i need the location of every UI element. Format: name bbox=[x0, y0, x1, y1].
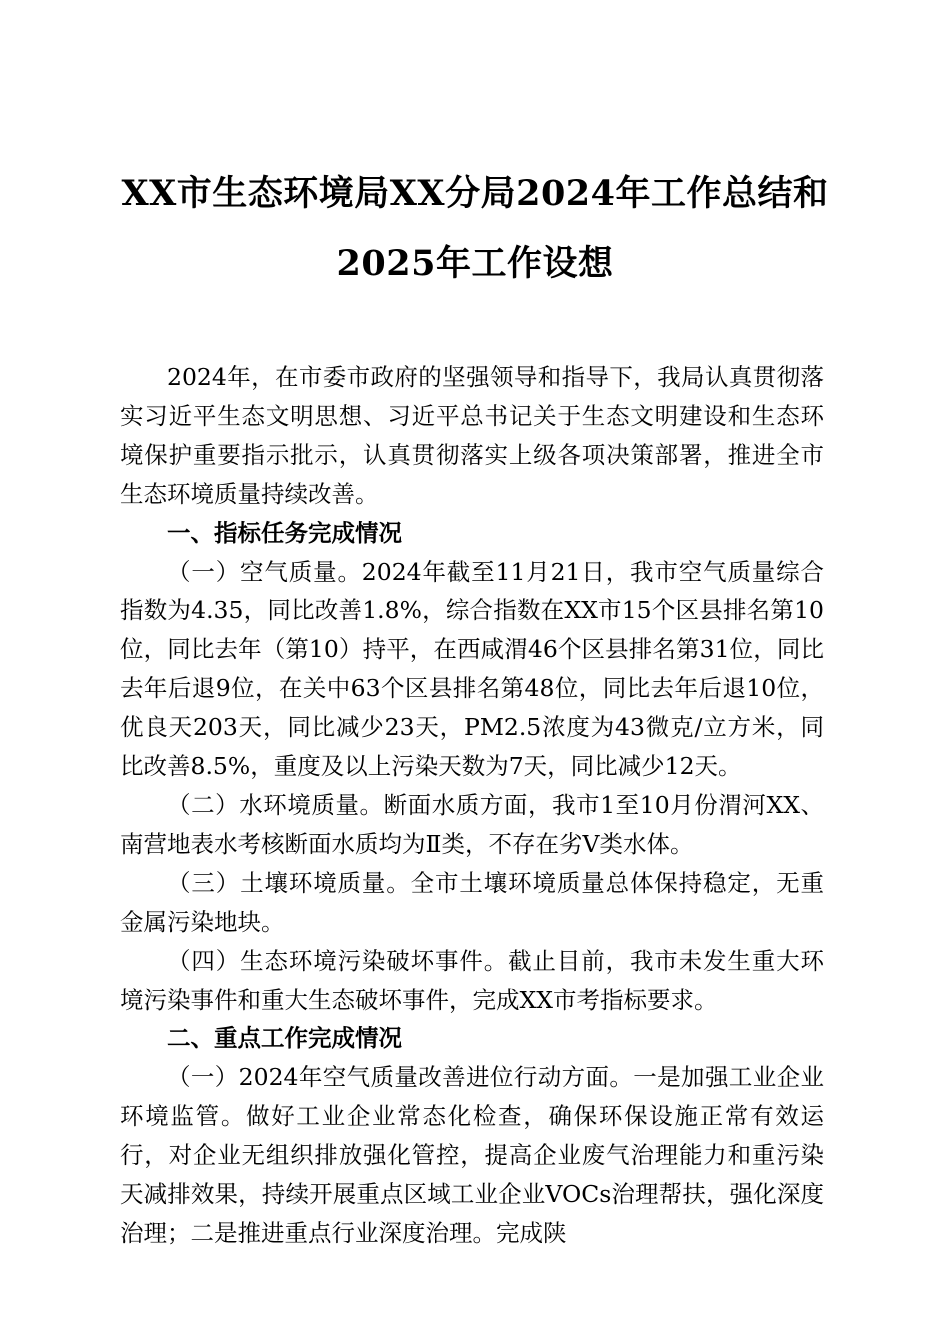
document-title-line-2: 2025年工作设想 bbox=[336, 243, 614, 284]
paragraph-air-improvement: （一）2024年空气质量改善进位行动方面。一是加强工业企业环境监管。做好工业企业常态化检查，确保环保设施正常有效运行，对企业无组织排放强化管控，提高企业废气治理能力和重污染天减排效果，持续开展重点区域工业企业VOCs治理帮扶，强化深度治理；二是推进重点行业深度治理。完成陕 bbox=[120, 1063, 824, 1247]
paragraph-air-quality: （一）空气质量。2024年截至11月21日，我市空气质量综合指数为4.35，同比改善1.8%，综合指数在XX市15个区县排名第10位，同比去年（第10）持平，在西咸渭46个区县排名第31位，同比去年后退9位，在关中63个区县排名第48位，同比去年后退10位，优良天203天，同比减少23天，PM2.5浓度为43微克/立方米，同比改善8.5%，重度及以上污染天数为7天，同比减少12天。 bbox=[120, 557, 824, 781]
intro-paragraph: 2024年，在市委市政府的坚强领导和指导下，我局认真贯彻落实习近平生态文明思想、习近平总书记关于生态文明建设和生态环境保护重要指示批示，认真贯彻落实上级各项决策部署，推进全市生态环境质量持续改善。 bbox=[120, 363, 824, 508]
paragraph-water-quality: （二）水环境质量。断面水质方面，我市1至10月份渭河XX、南营地表水考核断面水质均为Ⅱ类，不存在劣V类水体。 bbox=[120, 790, 824, 858]
paragraph-pollution-events: （四）生态环境污染破坏事件。截止目前，我市未发生重大环境污染事件和重大生态破坏事件，完成XX市考指标要求。 bbox=[120, 946, 824, 1014]
document-title-line-1: XX市生态环境局XX分局2024年工作总结和 bbox=[121, 173, 829, 214]
section-heading-1: 一、指标任务完成情况 bbox=[167, 518, 402, 547]
section-heading-2: 二、重点工作完成情况 bbox=[167, 1024, 402, 1053]
document-body bbox=[120, 358, 824, 1253]
paragraph-soil-quality: （三）土壤环境质量。全市土壤环境质量总体保持稳定，无重金属污染地块。 bbox=[120, 868, 824, 936]
